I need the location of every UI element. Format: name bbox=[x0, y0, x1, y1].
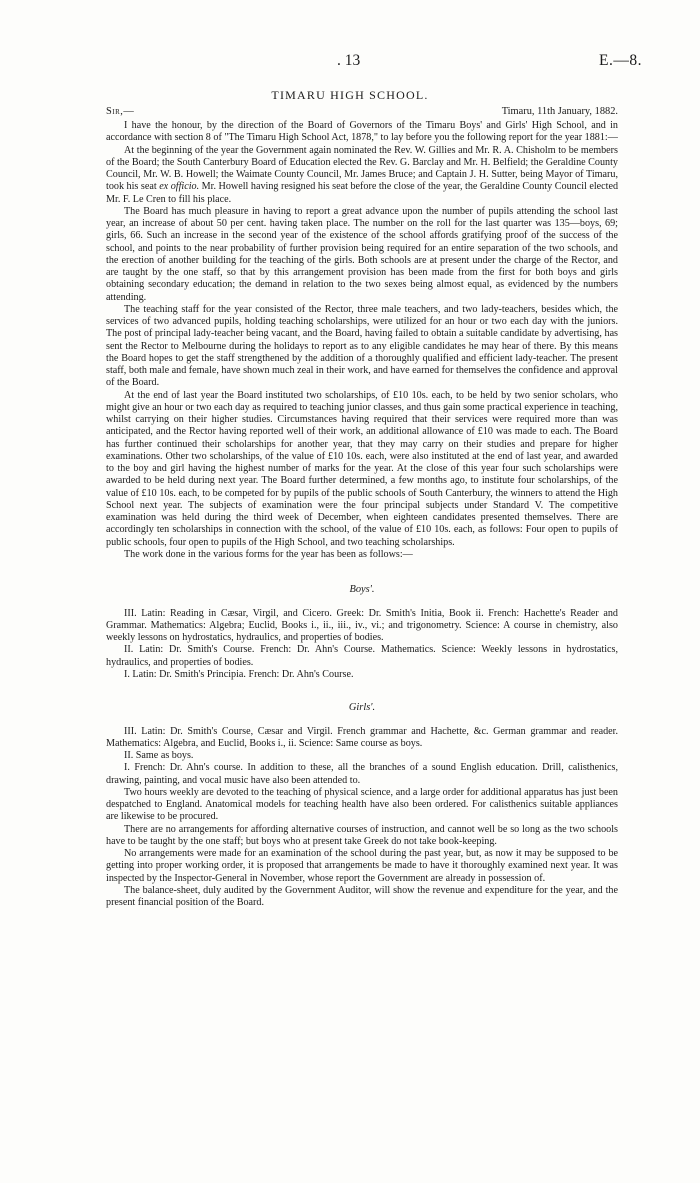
board-members-text: At the beginning of the year the Government again nominated the Rev. W. Gillies and Mr. R. A. Chisholm to be members of the Board; the South Canterbury Board of Education elected the Rev. G. Barclay and Mr. H. Belfield; the Geraldine County Council, Mr. W. B. Howell; the Waimate County Council, Mr. James Bruce; and Captain J. H. Sutter, being Mayor of Timaru, took his seat bbox=[106, 144, 618, 193]
paragraph-work-intro: The work done in the various forms for the year has been as follows:— bbox=[124, 548, 413, 560]
paragraph-staff: The teaching staff for the year consisted of the Rector, three male teachers, and two lady-teachers, besides which, the services of two advanced pupils, holding teaching scholarships, were utilized for an hour or two each day with the juniors. The post of principal lady-teacher being vacant, and the Board, having failed to obtain a suitable candidate by advertising, has sent the Rector to Melbourne during the holidays to report as to any eligible candidates he may hear of there. By this means the Board hopes to get the staff strengthened by the addition of a thoroughly qualified and efficient lady-teacher. The present staff, both male and female, have shown much zeal in their work, and have earned for themselves the confidence and approval of the Board. bbox=[106, 303, 618, 389]
paragraph-scholarships: At the end of last year the Board instituted two scholarships, of £10 10s. each, to be held by two senior scholars, who might give an hour or two each day as required to teaching junior classes, and thus gain some practical experience in teaching, whilst carrying on their higher studies. Circumstances having required that their services were required more than was anticipated, and the Rector having reported well of their work, an additional allowance of £10 was made to each. The Board has further continued their scholarships for another year, that they may carry on their studies and prepare for higher examinations. Other two scholarships, of the value of £10 10s. each, were also instituted at the end of last year, and awarded to the boy and girl having the highest number of marks for the year. At the close of this year four such scholarships were awarded to be held during next year. The Board further determined, a few months ago, to institute four scholarships, of the value of £10 10s. each, to be competed for by pupils of the public schools of South Canterbury, the winners to attend the High School next year. The subjects of examination were the four principal subjects under Standard V. The competitive examination was held during the third week of December, when eighteen candidates presented themselves. There are accordingly ten scholarships in connection with the school, of the value of £10 10s. each, as follows: Four open to pupils of public schools, four open to pupils of the High School, and two teaching scholarships. bbox=[106, 389, 618, 548]
paragraph-board-members bbox=[106, 145, 618, 206]
paragraph-intro: I have the honour, by the direction of the Board of Governors of the Timaru Boys' and Girls' High School, and in accordance with section 8 of "The Timaru High School Act, 1878," to lay before you the following report for the year 1881:— bbox=[106, 120, 618, 144]
ex-officio-text: ex officio. bbox=[159, 181, 200, 193]
girls-form-3: III. Latin: Dr. Smith's Course, Cæsar and Virgil. French grammar and Hachette, &c. German grammar and reader. Mathematics: Algebra, and Euclid, Books i., ii. Science: Same course as boys. bbox=[106, 725, 618, 749]
paragraph-alternative-courses: There are no arrangements for affording alternative courses of instruction, and cannot well be so long as the two schools have to be taught by the one staff; but boys who at present take Greek do not take book-keeping. bbox=[106, 823, 618, 847]
girls-form-2: II. Same as boys. bbox=[124, 750, 194, 761]
report-body bbox=[106, 120, 618, 909]
section-heading-boys: Boys'. bbox=[349, 584, 375, 595]
paragraph-balance-sheet: The balance-sheet, duly audited by the Government Auditor, will show the revenue and expenditure for the year, and the present financial position of the Board. bbox=[106, 884, 618, 908]
boys-form-2: II. Latin: Dr. Smith's Course. French: Dr. Ahn's Course. Mathematics. Science: Weekly lessons in hydrostatics, hydraulics, and properties of bodies. bbox=[106, 644, 618, 668]
paragraph-physical-science: Two hours weekly are devoted to the teaching of physical science, and a large order for additional apparatus has just been despatched to England. Anatomical models for teaching health have also been ordered. For calisthenics suitable appliances are likewise to be procured. bbox=[106, 786, 618, 823]
paragraph-pupils: The Board has much pleasure in having to report a great advance upon the number of pupils attending the school last year, an increase of about 50 per cent. having taken place. The number on the roll for the last quarter was 135—boys, 69; girls, 66. Such an increase in the second year of the existence of the school affords gratifying proof of the success of the school, and points to the near probability of further provision being required for an entire separation of the two schools, and the erection of another building for the teaching of the girls. Both schools are at present under the charge of the Rector, and are taught by the one staff, so that by this arrangement provision has been made from the first for both boys and girls obtaining secondary education; the demand in relation to the two sexes being almost equal, as evidenced by the numbers attending. bbox=[106, 205, 618, 303]
board-members-text-cont: Mr. Howell having resigned his seat before the close of the year, the Geraldine County Council elected Mr. F. Le Cren to fill his place. bbox=[106, 181, 619, 205]
section-heading-girls: Girls'. bbox=[348, 702, 376, 713]
page-number: . 13 bbox=[337, 52, 361, 69]
document-reference: E.—8. bbox=[599, 52, 642, 69]
dateline: Timaru, 11th January, 1882. bbox=[501, 106, 618, 117]
girls-form-1: I. French: Dr. Ahn's course. In addition to these, all the branches of a sound English education. Drill, calisthenics, drawing, painting, and vocal music have also been attended to. bbox=[106, 762, 618, 786]
salutation: Sir,— bbox=[106, 106, 135, 117]
report-title: TIMARU HIGH SCHOOL. bbox=[271, 88, 429, 102]
boys-form-1: I. Latin: Dr. Smith's Principia. French: Dr. Ahn's Course. bbox=[124, 668, 354, 680]
paragraph-examination: No arrangements were made for an examination of the school during the past year, but, as now it may be supposed to be getting into proper working order, it is proposed that arrangements be made to have it thoroughly examined next year. It was inspected by the Inspector-General in November, whose report the Government are already in possession of. bbox=[106, 848, 618, 884]
boys-form-3: III. Latin: Reading in Cæsar, Virgil, and Cicero. Greek: Dr. Smith's Initia, Book ii. French: Hachette's Reader and Grammar. Mathematics: Algebra; Euclid, Books i., ii., iii., iv., vi.; and trigonometry. Science: A course in chemistry, also weekly lessons on hydrostatics, hydraulics, and properties of bodies. bbox=[106, 607, 618, 643]
